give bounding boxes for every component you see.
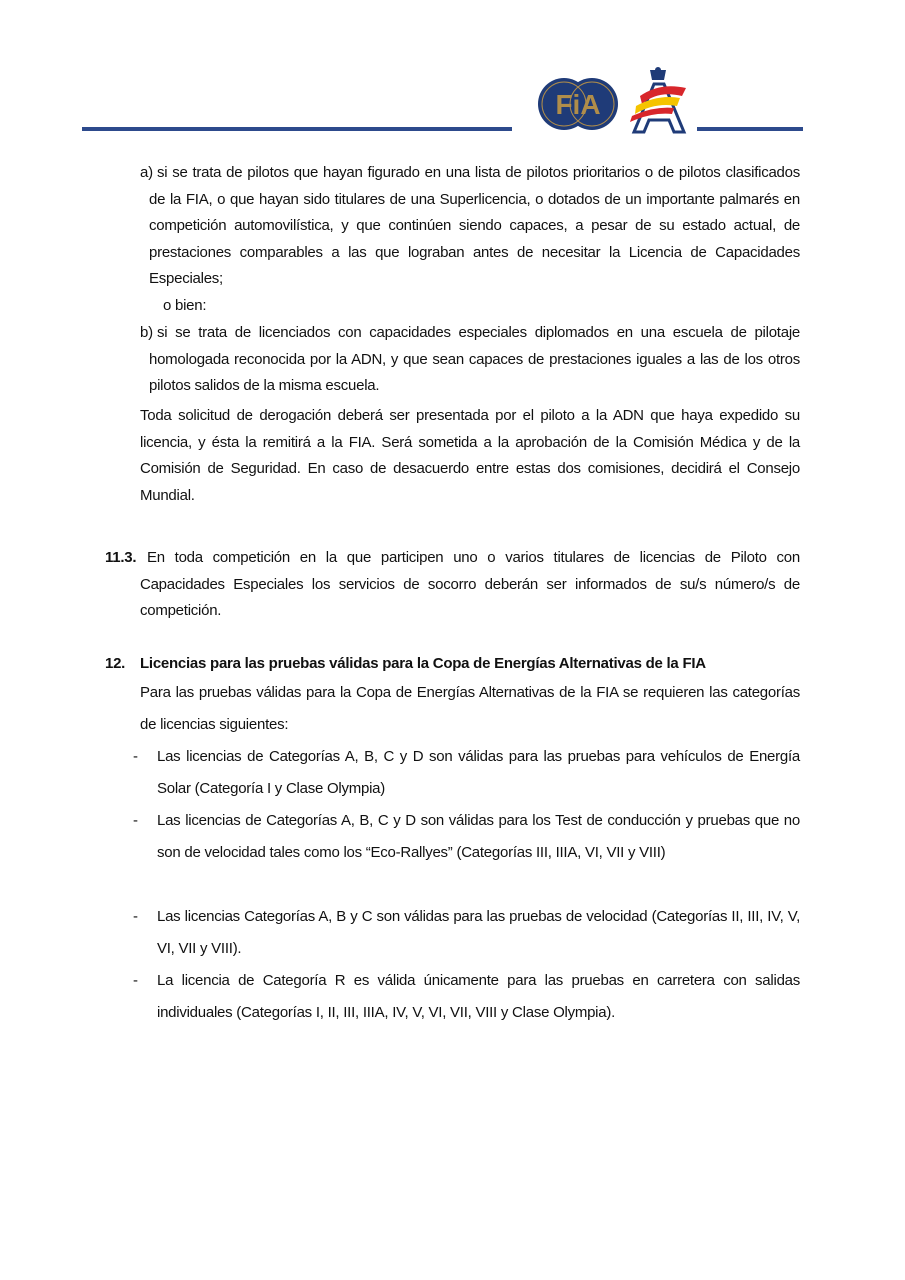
item-b-marker: b) [140,324,153,341]
bullet-4-text: La licencia de Categoría R es válida únicamente para las pruebas en carretera con salidas individuales (Categorías I, II, III, IIIA, IV, V, VI, VII, VIII y Clase Olympia). [157,972,800,1021]
bullet-4-marker: - [133,972,138,989]
rfeda-logo [626,66,690,134]
item-a-text: si se trata de pilotos que hayan figurado en una lista de pilotos prioritarios o de pilotos clasificados de la FIA, o que hayan sido titulares de una Superlicencia, o dotados de un importante palmarés en competición automovilística, y que continúen siendo capaces, a pesar de su estado actual, de prestaciones comparables a las que lograban antes de necesitar la Licencia de Capacidades Especiales; [149,164,800,288]
item-b-text: si se trata de licenciados con capacidades especiales diplomados en una escuela de pilotaje homologada reconocida por la ADN, y que sean capaces de prestaciones iguales a las de los otros pilotos salidos de la misma escuela. [149,324,800,395]
fia-logo [537,76,619,132]
bullet-2-text: Las licencias de Categorías A, B, C y D son válidas para los Test de conducción y pruebas que no son de velocidad tales como los “Eco-Rallyes” (Categorías III, IIIA, VI, VII y VIII) [157,812,800,861]
item-a-marker: a) [140,164,153,181]
bullet-1-marker: - [133,748,138,765]
derogation-paragraph: Toda solicitud de derogación deberá ser presentada por el piloto a la ADN que haya expedido su licencia, y ésta la remitirá a la FIA. Será sometida a la aprobación de la Comisión Médica y de la Comisión de Seguridad. En caso de desacuerdo entre estas dos comisiones, decidirá el Consejo Mundial. [140,407,800,504]
section-12-number: 12. [105,655,126,672]
section-12-title: Licencias para las pruebas válidas para la Copa de Energías Alternativas de la FIA [140,655,706,672]
svg-text:FiA: FiA [555,89,601,120]
section-11-3-number: 11.3. [105,549,137,566]
bullet-3-text: Las licencias Categorías A, B y C son válidas para las pruebas de velocidad (Categorías II, III, IV, V, VI, VII y VIII). [157,908,800,957]
header-rule-right [697,127,803,131]
section-11-3-text: En toda competición en la que participen uno o varios titulares de licencias de Piloto con Capacidades Especiales los servicios de socorro deberán ser informados de su/s número/s de competición. [140,549,800,620]
or-text: o bien: [163,297,207,314]
section-12-intro: Para las pruebas válidas para la Copa de Energías Alternativas de la FIA se requieren las categorías de licencias siguientes: [140,684,800,733]
bullet-2-marker: - [133,812,138,829]
header-rule-left [82,127,512,131]
bullet-3-marker: - [133,908,138,925]
bullet-1-text: Las licencias de Categorías A, B, C y D son válidas para las pruebas para vehículos de Energía Solar (Categoría I y Clase Olympia) [157,748,800,797]
